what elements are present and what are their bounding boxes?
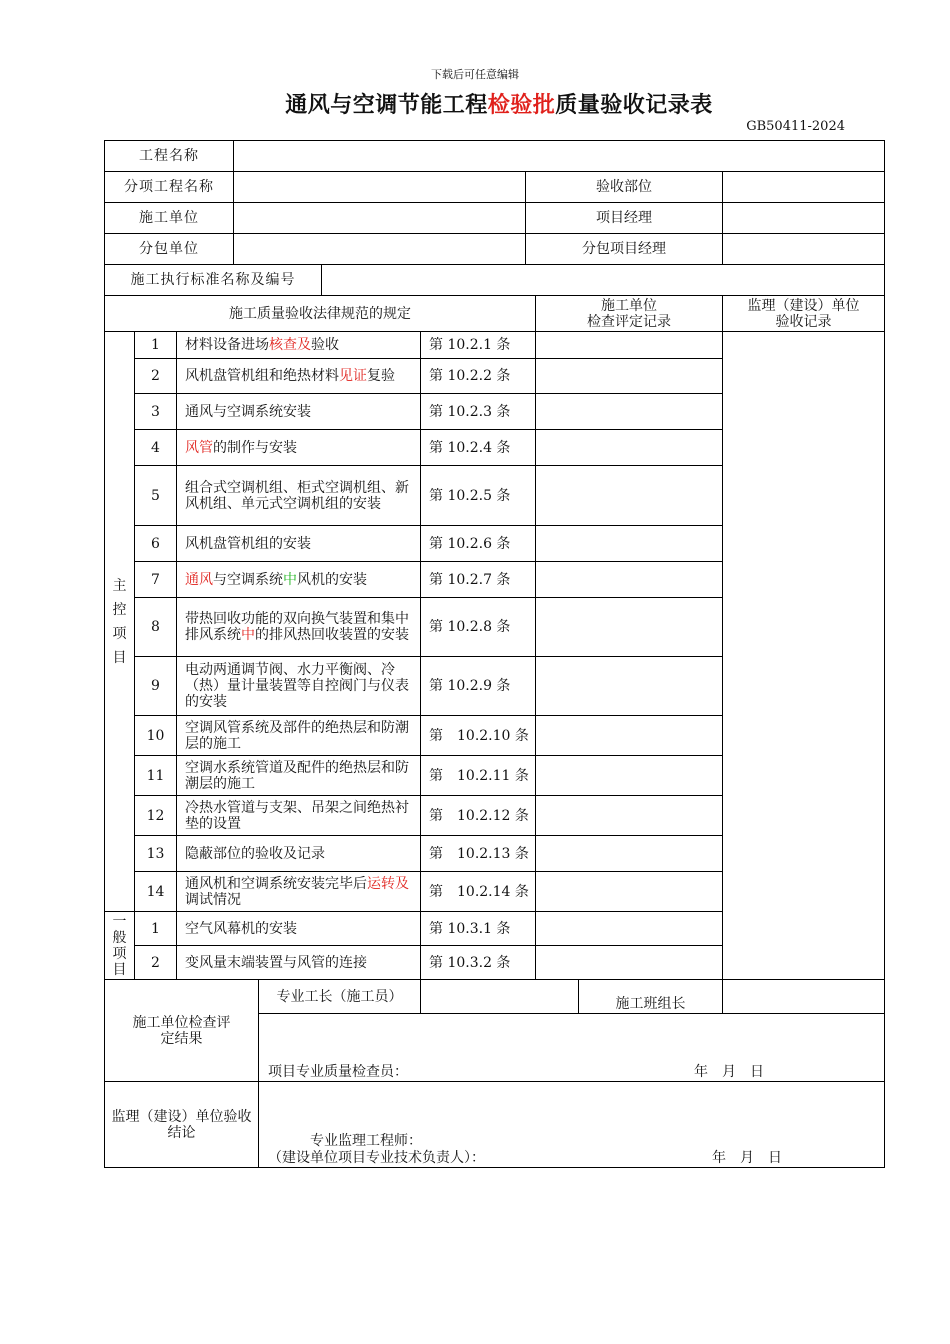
general-label-char: 目: [112, 961, 127, 978]
desc-text: 通风与空调系统安装: [185, 403, 311, 420]
general-label-char: 般: [112, 929, 127, 946]
owner-rep-label: （建设单位项目专业技术负责人）：: [268, 1150, 485, 1166]
item-description-text: [185, 572, 367, 588]
sub-project-label: 分项工程名称: [104, 171, 234, 203]
construction-check-text: 施工单位检查评定结果: [132, 1014, 231, 1047]
constructor-label: 施工单位: [104, 202, 234, 234]
item-check-record[interactable]: [535, 945, 723, 980]
item-description: [176, 715, 421, 756]
item-description-text: [185, 846, 325, 862]
item-description-text: [185, 955, 367, 971]
item-clause: 第 10.2.12 条: [420, 795, 536, 836]
item-number: 1: [134, 911, 177, 946]
item-number: 6: [134, 525, 177, 562]
sub-manager-field[interactable]: [722, 233, 885, 265]
project-name-field[interactable]: [233, 140, 885, 172]
item-number: 4: [134, 429, 177, 466]
construction-record-header: [535, 295, 723, 332]
desc-text: 风机盘管机组的安装: [185, 535, 311, 552]
item-number: 9: [134, 656, 177, 716]
item-description: [176, 656, 421, 716]
item-clause: 第 10.2.5 条: [420, 465, 536, 526]
item-description: [176, 945, 421, 980]
item-description: [176, 835, 421, 872]
foreman-label: [258, 979, 421, 1014]
item-number: 3: [134, 393, 177, 430]
general-label-char: 一: [112, 913, 127, 930]
desc-text: 电动两通调节阀、水力平衡阀、冷（热）量计量装置等自控阀门与仪表的安装: [185, 662, 409, 710]
item-description-text: [185, 404, 311, 420]
item-check-record[interactable]: [535, 597, 723, 657]
desc-highlight: 运转及: [367, 875, 409, 892]
item-description-text: [185, 536, 311, 552]
item-clause: 第 10.2.13 条: [420, 835, 536, 872]
standard-name-field[interactable]: [321, 264, 885, 296]
desc-text: 调试情况: [185, 891, 241, 908]
foreman-field[interactable]: [420, 979, 579, 1014]
desc-text: 的制作与安装: [213, 439, 297, 456]
supervision-conclusion-text: 监理（建设）单位验收结论: [111, 1108, 252, 1141]
item-description-text: [185, 480, 414, 512]
supervision-record-line-1: 监理（建设）单位: [747, 297, 860, 314]
desc-text: 风机的安装: [297, 571, 367, 588]
desc-highlight: 见证: [339, 368, 367, 384]
item-check-record[interactable]: [535, 331, 723, 359]
item-description-text: [185, 662, 414, 710]
item-description-text: [185, 440, 297, 456]
general-label-char: 项: [112, 945, 127, 962]
item-description: [176, 465, 421, 526]
main-label-char: 控: [112, 601, 127, 618]
desc-text: 通风机和空调系统安装完毕后: [185, 875, 367, 892]
item-check-record[interactable]: [535, 715, 723, 756]
item-description: [176, 561, 421, 598]
desc-text: 隐蔽部位的验收及记录: [185, 845, 325, 862]
desc-text: 组合式空调机组、柜式空调机组、新风机组、单元式空调机组的安装: [185, 479, 409, 512]
item-description: [176, 358, 421, 394]
item-check-record[interactable]: [535, 755, 723, 796]
item-check-record[interactable]: [535, 393, 723, 430]
item-clause: 第 10.3.1 条: [420, 911, 536, 946]
desc-text: 材料设备进场: [185, 337, 269, 353]
desc-highlight: 核查及: [269, 337, 311, 353]
desc-text: 复验: [367, 368, 395, 384]
item-check-record[interactable]: [535, 561, 723, 598]
item-clause: 第 10.2.10 条: [420, 715, 536, 756]
item-check-record[interactable]: [535, 835, 723, 872]
main-control-label: [104, 331, 135, 912]
title-part-1: 通风与空调节能工程: [285, 93, 488, 118]
supervision-record-field[interactable]: [722, 331, 885, 980]
item-clause: 第 10.2.14 条: [420, 871, 536, 912]
inspector-date: 年 月 日: [694, 1064, 764, 1080]
construction-record-line-1: 施工单位: [601, 297, 657, 314]
item-number: 10: [134, 715, 177, 756]
item-description: [176, 871, 421, 912]
title-part-3: 质量验收记录表: [555, 93, 713, 118]
team-leader-label: 施工班组长: [578, 979, 723, 1014]
item-clause: 第 10.2.2 条: [420, 358, 536, 394]
form-title: [0, 88, 950, 119]
item-number: 12: [134, 795, 177, 836]
quality-inspector-label: 项目专业质量检查员：: [268, 1064, 408, 1080]
sub-manager-label: 分包项目经理: [525, 233, 723, 265]
item-description-text: [185, 611, 414, 643]
regulation-header: 施工质量验收法律规范的规定: [104, 295, 536, 332]
project-manager-field[interactable]: [722, 202, 885, 234]
item-description-text: [185, 800, 414, 832]
item-description-text: [185, 368, 395, 384]
item-number: 1: [134, 331, 177, 359]
supervision-conclusion-label: [104, 1081, 259, 1168]
item-clause: 第 10.2.8 条: [420, 597, 536, 657]
standard-name-label: 施工执行标准名称及编号: [104, 264, 322, 296]
supervisor-label: 专业监理工程师：: [310, 1133, 422, 1149]
supervision-record-line-2: 验收记录: [775, 313, 832, 330]
item-number: 13: [134, 835, 177, 872]
main-label-char: 目: [112, 649, 127, 666]
item-description: [176, 525, 421, 562]
construction-record-line-2: 检查评定记录: [587, 313, 671, 330]
project-manager-label: 项目经理: [525, 202, 723, 234]
download-note: 下载后可任意编辑: [431, 68, 519, 81]
title-part-2: 检验批: [487, 93, 556, 118]
desc-text: 空调水系统管道及配件的绝热层和防潮层的施工: [185, 759, 409, 792]
item-check-record[interactable]: [535, 465, 723, 526]
item-description: [176, 795, 421, 836]
team-leader-field[interactable]: [722, 979, 885, 1014]
item-description: [176, 911, 421, 946]
acceptance-part-label: 验收部位: [525, 171, 723, 203]
item-check-record[interactable]: [535, 911, 723, 946]
item-number: 14: [134, 871, 177, 912]
conclusion-date: 年 月 日: [712, 1150, 782, 1166]
desc-highlight: 中: [241, 627, 255, 643]
item-description: [176, 429, 421, 466]
desc-text: 空气风幕机的安装: [185, 920, 297, 937]
item-check-record[interactable]: [535, 525, 723, 562]
item-description: [176, 331, 421, 359]
item-description-text: [185, 921, 297, 937]
item-number: 11: [134, 755, 177, 796]
desc-text: 变风量末端装置与风管的连接: [185, 954, 367, 971]
item-description: [176, 597, 421, 657]
acceptance-part-field[interactable]: [722, 171, 885, 203]
sub-project-field[interactable]: [233, 171, 526, 203]
construction-check-label: [104, 979, 259, 1082]
item-check-record[interactable]: [535, 656, 723, 716]
item-number: 2: [134, 358, 177, 394]
item-clause: 第 10.2.9 条: [420, 656, 536, 716]
item-number: 7: [134, 561, 177, 598]
item-clause: 第 10.2.1 条: [420, 331, 536, 359]
desc-text: 与空调系统: [213, 571, 283, 588]
item-description-text: [185, 337, 339, 353]
desc-text: 验收: [311, 337, 339, 353]
desc-text: 带热回收功能的双向换气装置和集中排风系统: [185, 611, 409, 643]
item-clause: 第 10.2.6 条: [420, 525, 536, 562]
item-clause: 第 10.2.11 条: [420, 755, 536, 796]
item-number: 2: [134, 945, 177, 980]
desc-text: 空调风管系统及部件的绝热层和防潮层的施工: [185, 719, 409, 752]
desc-text: 的排风热回收装置的安装: [255, 627, 409, 643]
desc-highlight: 中: [283, 571, 297, 588]
item-check-record[interactable]: [535, 795, 723, 836]
item-check-record[interactable]: [535, 429, 723, 466]
item-check-record[interactable]: [535, 358, 723, 394]
item-clause: 第 10.3.2 条: [420, 945, 536, 980]
item-number: 8: [134, 597, 177, 657]
desc-text: 风机盘管机组和绝热材料: [185, 368, 339, 384]
item-description: [176, 393, 421, 430]
item-description-text: [185, 876, 414, 908]
item-description-text: [185, 720, 414, 752]
standard-code: GB50411-2024: [746, 119, 845, 134]
item-number: 5: [134, 465, 177, 526]
desc-highlight: 风管: [185, 439, 213, 456]
main-label-char: 主: [112, 577, 127, 594]
general-items-label: [104, 911, 135, 980]
item-clause: 第 10.2.7 条: [420, 561, 536, 598]
main-label-char: 项: [112, 625, 127, 642]
item-clause: 第 10.2.3 条: [420, 393, 536, 430]
desc-highlight: 通风: [185, 571, 213, 588]
constructor-field[interactable]: [233, 202, 526, 234]
item-description-text: [185, 760, 414, 792]
supervision-record-header: [722, 295, 885, 332]
item-check-record[interactable]: [535, 871, 723, 912]
project-name-label: 工程名称: [104, 140, 234, 172]
desc-text: 冷热水管道与支架、吊架之间绝热衬垫的设置: [185, 799, 409, 832]
item-description: [176, 755, 421, 796]
subcontractor-label: 分包单位: [104, 233, 234, 265]
item-clause: 第 10.2.4 条: [420, 429, 536, 466]
subcontractor-field[interactable]: [233, 233, 526, 265]
foreman-text: 专业工长（施工员）: [276, 988, 403, 1005]
